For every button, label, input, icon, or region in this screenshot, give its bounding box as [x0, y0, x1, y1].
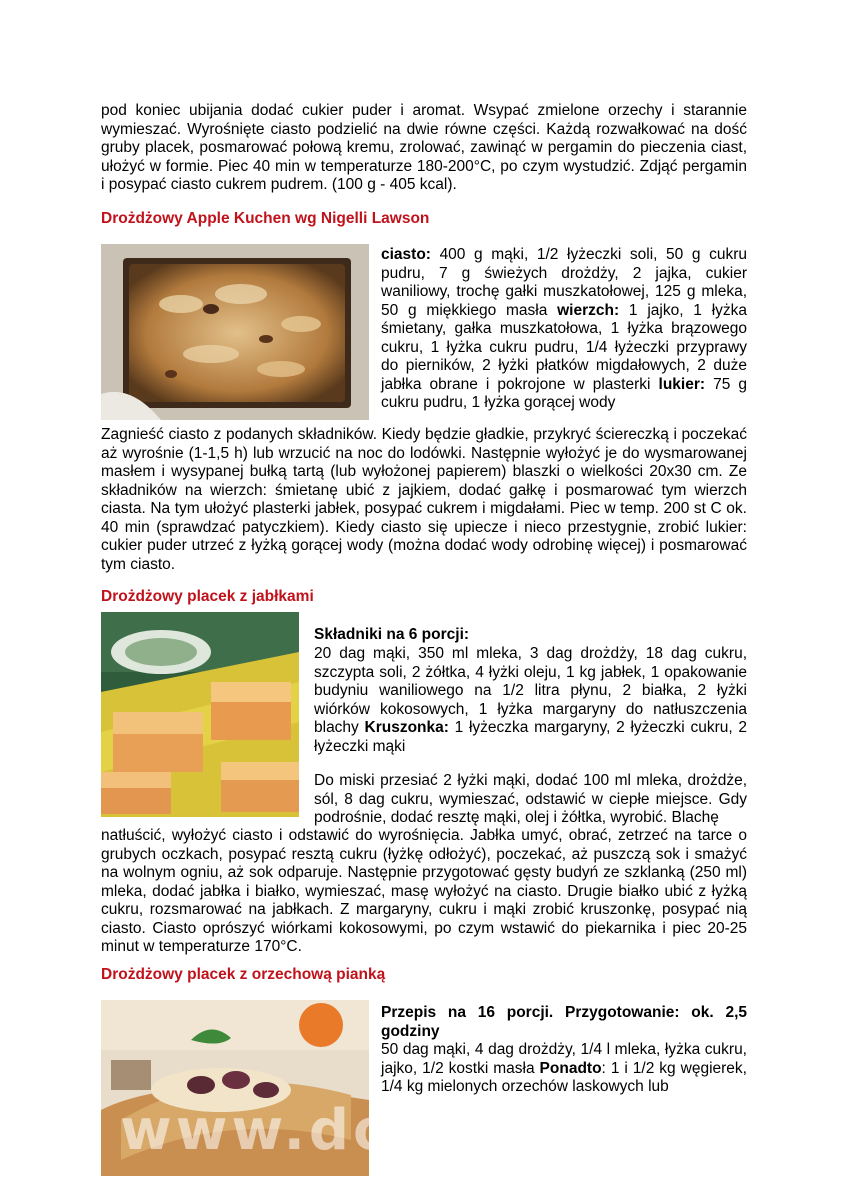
recipe2-title: Drożdżowy placek z jabłkami — [101, 588, 314, 605]
label-kruszonka: Kruszonka: — [364, 719, 449, 736]
intro-paragraph: pod koniec ubijania dodać cukier puder i aromat. Wsypać zmielone orzechy i starannie wymieszać. Wyrośnięte ciasto podzielić na dwie równe części. Każdą rozwałkować na dość gruby placek, posmarować połową kremu, zrolować, zawinąć w pergamin do pieczenia ciast, ułożyć w formie. Piec 40 min w temperaturze 180-200°C, po czym wystudzić. Zdjąć pergamin i posypać ciasto cukrem pudrem. (100 g - 405 kcal). — [101, 102, 747, 193]
recipe2-ingredients — [314, 645, 747, 756]
ingredients-wierzch: 1 jajko, 1 łyżka śmietany, gałka muszkatołowa, 1 łyżka brązowego cukru, 1 łyżka cukru pudru, 1/4 łyżeczki przyprawy do pierników, 2 łyżki płatków migdałowych, 2 duże jabłka obrane i pokrojone w plasterki — [381, 301, 748, 393]
recipe3-ingredients — [381, 1041, 747, 1097]
recipe2-method-start: Do miski przesiać 2 łyżki mąki, dodać 100 ml mleka, drożdże, sól, 8 dag cukru, wymieszać, odstawić w ciepłe miejsce. Gdy podrośnie, dodać resztę mąki, olej i żółtka, wyrobić. Blachę — [314, 772, 747, 826]
recipe2-method-rest: natłuścić, wyłożyć ciasto i odstawić do wyrośnięcia. Jabłka umyć, obrać, zetrzeć na tarce o grubych oczkach, posypać resztą cukru (łyżkę odłożyć), poczekać, aż puszczą sok i smażyć na wolnym ogniu, aż sok odparuje. Następnie przygotować gęsty budyń ze szklanką (250 ml) mleka, dodać jabłka i białko, wymieszać, masę wyłożyć na ciasto. Drugie białko ubić z łyżką cukru, rozsmarować na jabłkach. Z margaryny, cukru i mąki zrobić kruszonkę, posypać nią ciasto. Ciasto oprószyć wiórkami kokosowymi, po czym wstawić do piekarnika i piec 20-25 minut w temperaturze 170°C. — [101, 827, 747, 955]
placek-jablka-photo — [101, 612, 299, 817]
recipe3-servings — [381, 1004, 747, 1041]
watermark: www.domowe.pl — [120, 1098, 691, 1163]
ingredients-lukier: 75 g cukru pudru, 1 łyżka gorącej wody — [381, 375, 747, 411]
recipe3-title: Drożdżowy placek z orzechową pianką — [101, 966, 386, 983]
label-ponadto: Ponadto — [539, 1059, 602, 1077]
label-ciasto: ciasto: — [381, 246, 431, 263]
ingredients-main: 20 dag mąki, 350 ml mleka, 3 dag drożdży, 18 dag cukru, szczypta soli, 2 żółtka, 4 łyżki oleju, 1 kg jabłek, 1 opakowanie budyniu waniliowego na 1/2 litra płynu, 2 białka, 2 łyżki wiórków kokosowych, 1 łyżka margaryny do natłuszczenia blachy — [314, 645, 747, 736]
ingredients-ponadto: : 1 i 1/2 kg węgierek, 1/4 kg mielonych orzechów laskowych lub — [381, 1059, 747, 1095]
servings-label: Składniki na 6 porcji: — [314, 626, 470, 643]
ingredients-main-3: 50 dag mąki, 4 dag drożdży, 1/4 l mleka, łyżka cukru, jajko, 1/2 kostki masła — [381, 1041, 747, 1077]
label-wierzch: wierzch: — [557, 301, 620, 319]
recipe1-method: Zagnieść ciasto z podanych składników. Kiedy będzie gładkie, przykryć ściereczką i poczekać aż wyrośnie (1-1,5 h) lub wrzucić na noc do lodówki. Następnie wyłożyć je do wysmarowanej masłem i wysypanej bułką tartą (lub wyłożonej papierem) blaszki o wielkości 20x30 cm. Ze składników na wierzch: śmietanę ubić z jajkiem, dodać gałkę i posmarować tym wierzch ciasta. Na tym ułożyć plasterki jabłek, posypać cukrem i migdałami. Piec w temp. 200 st C ok. 40 min (sprawdzać patyczkiem). Kiedy ciasto się upiecze i nieco przestygnie, zrobić lukier: cukier puder utrzeć z łyżką gorącej wody (można dodać wody odrobinę więcej) i posmarować tym ciasto. — [101, 426, 747, 573]
servings-label-3: Przepis na 16 porcji. Przygotowanie: ok. 2,5 godziny — [381, 1004, 747, 1040]
apple-kuchen-photo — [101, 244, 369, 420]
recipe2-servings — [314, 626, 747, 645]
recipe1-ingredients — [381, 246, 747, 413]
ingredients-ciasto: 400 g mąki, 1/2 łyżeczki soli, 50 g cukru pudru, 7 g świeżych drożdży, 2 jajka, cukier waniliowy, trochę gałki muszkatołowej, 125 g mleka, 50 g miękkiego masła — [381, 246, 747, 319]
ingredients-kruszonka: 1 łyżeczka margaryny, 2 łyżeczki cukru, 2 łyżeczki mąki — [314, 719, 747, 755]
label-lukier: lukier: — [658, 375, 706, 393]
recipe1-title: Drożdżowy Apple Kuchen wg Nigelli Lawson — [101, 210, 430, 227]
